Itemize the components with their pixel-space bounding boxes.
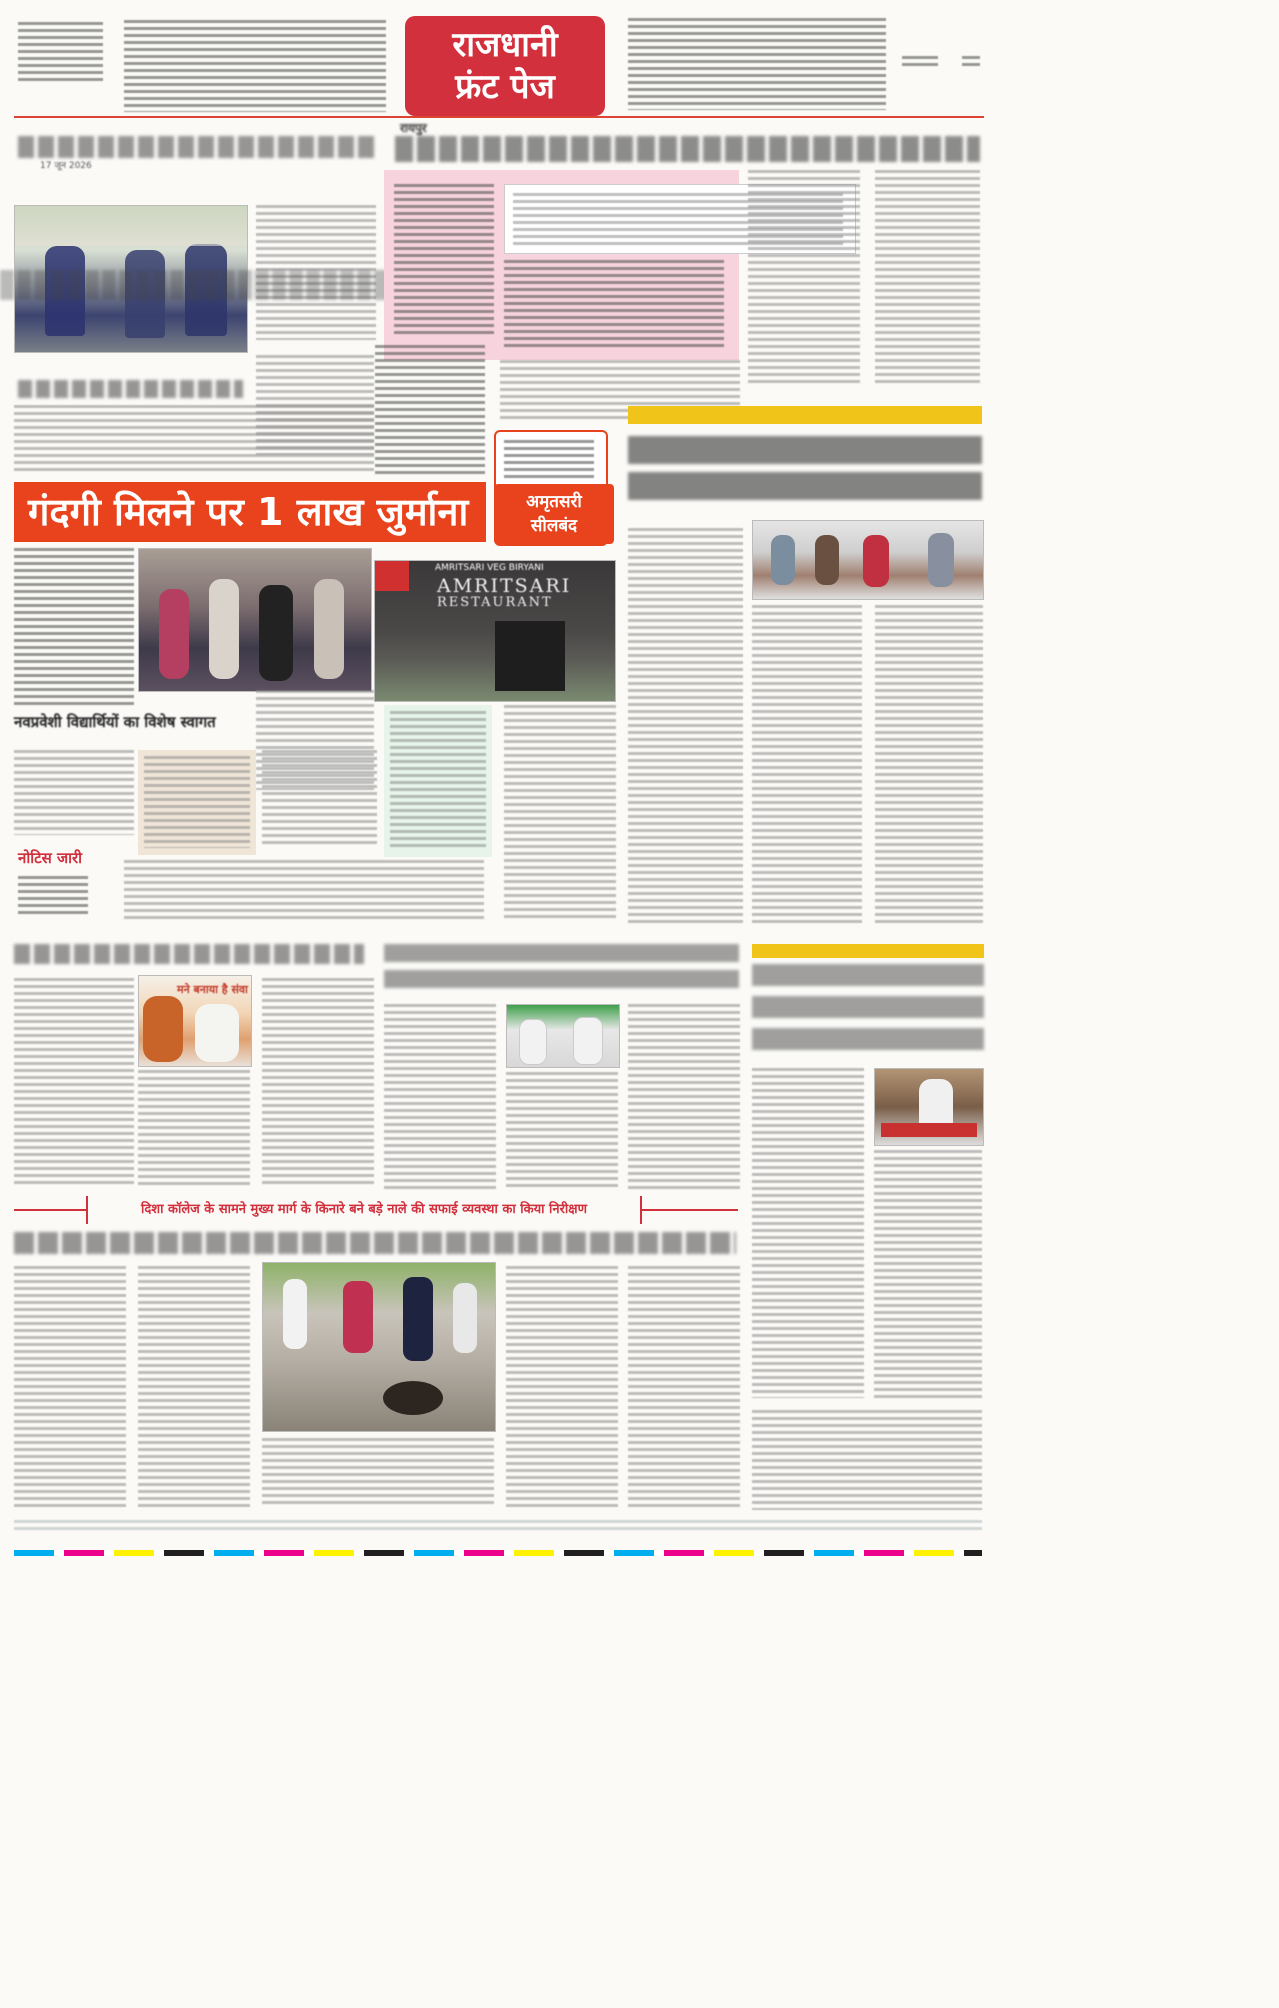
pink-feature-box [384, 170, 739, 360]
insp-col-5 [628, 1266, 740, 1510]
side-badge [494, 430, 608, 546]
top-right-article [628, 18, 886, 110]
masthead-rule [14, 116, 984, 118]
section-badge-line2: फ्रंट पेज [455, 67, 555, 107]
right-story-col-3 [875, 605, 983, 923]
restaurant-door [495, 621, 565, 691]
inspection-headline [14, 1232, 736, 1254]
speaker-1 [519, 1019, 547, 1065]
left-sub-headline-box [14, 712, 254, 746]
crowd-person-4 [314, 579, 344, 679]
inspection-strap-box [86, 1196, 642, 1224]
left-sub-col-3 [262, 750, 377, 845]
insp-col-4 [506, 1266, 618, 1510]
section-badge-line1: राजधानी [452, 25, 558, 65]
row2-right-col-1 [752, 1068, 864, 1398]
sub-headline-left: नवप्रवेशी विद्यार्थियों का विशेष स्वागत [14, 713, 216, 731]
right-main-headline [628, 436, 982, 506]
row2-left-col-2 [138, 1070, 250, 1188]
green-box [384, 705, 492, 857]
left-sub-headline [18, 380, 243, 398]
restaurant-sign-top: AMRITSARI VEG BIRYANI [435, 563, 544, 573]
row2-right-col-2 [874, 1150, 982, 1398]
center-right-col [504, 705, 616, 920]
official-photo [874, 1068, 984, 1146]
official-group-2 [343, 1281, 373, 1353]
bottom-right-box [752, 1410, 982, 1510]
main-banner [14, 482, 486, 542]
right-col-text-top [748, 170, 860, 385]
row2-left-col-3 [262, 978, 374, 1188]
left-mid-text [14, 548, 134, 708]
row2-mid-col-1 [384, 1004, 496, 1190]
guest-figure [195, 1004, 239, 1062]
official-group-4 [453, 1283, 477, 1353]
insp-col-2 [138, 1266, 250, 1510]
top-headline [395, 136, 980, 162]
masthead-logo [18, 22, 103, 90]
row2-headline-mid [384, 944, 739, 990]
building [15, 206, 247, 246]
date-small: 17 जून 2026 [40, 161, 92, 171]
side-badge-line1: अमृतसरी [526, 492, 582, 512]
left-sub-col-1 [14, 750, 134, 835]
restaurant-sign-sub: RESTAURANT [437, 595, 553, 610]
guru-figure [143, 996, 183, 1062]
right-col-text-top-2 [875, 170, 980, 385]
page-number [902, 56, 938, 68]
main-headline: गंदगी मिलने पर 1 लाख जुर्माना [28, 490, 469, 534]
page-number-2 [962, 56, 980, 68]
side-badge-line2: सीलबंद [530, 516, 578, 536]
side-badge-label [494, 484, 614, 544]
speaker-2 [573, 1017, 603, 1065]
person-1 [771, 535, 795, 585]
poster-text: मने बनाया है संवा [177, 983, 248, 996]
person-2 [815, 535, 839, 585]
inspection-strap: दिशा कॉलेज के सामने मुख्य मार्ग के किनारे बने बड़े नाले की सफाई व्यवस्था का किया निरीक्षण [140, 1202, 588, 1217]
right-story-col-1 [628, 528, 743, 923]
beige-box [138, 750, 256, 855]
color-registration-bar [14, 1550, 982, 1556]
insp-col-1 [14, 1266, 126, 1510]
row2-mid-col-3 [628, 1004, 740, 1190]
official-group-3 [403, 1277, 433, 1361]
mic-stand [881, 1123, 977, 1137]
press-conference-photo [506, 1004, 620, 1068]
crowd-person-3 [259, 585, 293, 681]
top-left-article [124, 20, 386, 112]
drain-inspection-photo [262, 1262, 496, 1432]
mid-col-text-1 [256, 355, 374, 455]
yoga-guru-photo [138, 975, 252, 1067]
row2-headline-right [752, 964, 984, 1060]
restaurant-photo [374, 560, 616, 702]
city-tag: रायपुर [400, 121, 427, 135]
notice-box [18, 848, 116, 928]
notice-label: नोटिस जारी [18, 849, 83, 867]
yellow-strap-1 [628, 406, 982, 424]
official-group-1 [283, 1279, 307, 1349]
row2-headline-left [14, 944, 364, 964]
restaurant-sign-main: AMRITSARI [437, 575, 572, 597]
insp-col-3 [262, 1438, 494, 1508]
person-3 [863, 535, 889, 587]
left-headline [18, 136, 378, 158]
crowd-person-1 [159, 589, 189, 679]
footer-text [14, 1520, 982, 1532]
row2-left-col-1 [14, 978, 134, 1188]
right-story-col-2 [752, 605, 862, 923]
yellow-strap-2 [752, 944, 984, 958]
mid-col-text-2 [375, 345, 485, 475]
crowd-person-2 [209, 579, 239, 679]
notice-text [124, 860, 484, 922]
pink-box-text-2 [504, 260, 724, 350]
drain-hole [383, 1381, 443, 1415]
shop-left-red [375, 561, 409, 591]
pink-box-text [394, 184, 494, 334]
section-badge [405, 16, 605, 116]
row2-mid-col-2 [506, 1072, 618, 1190]
person-4 [928, 533, 954, 587]
meeting-photo [752, 520, 984, 600]
inspection-crowd-photo [138, 548, 372, 692]
